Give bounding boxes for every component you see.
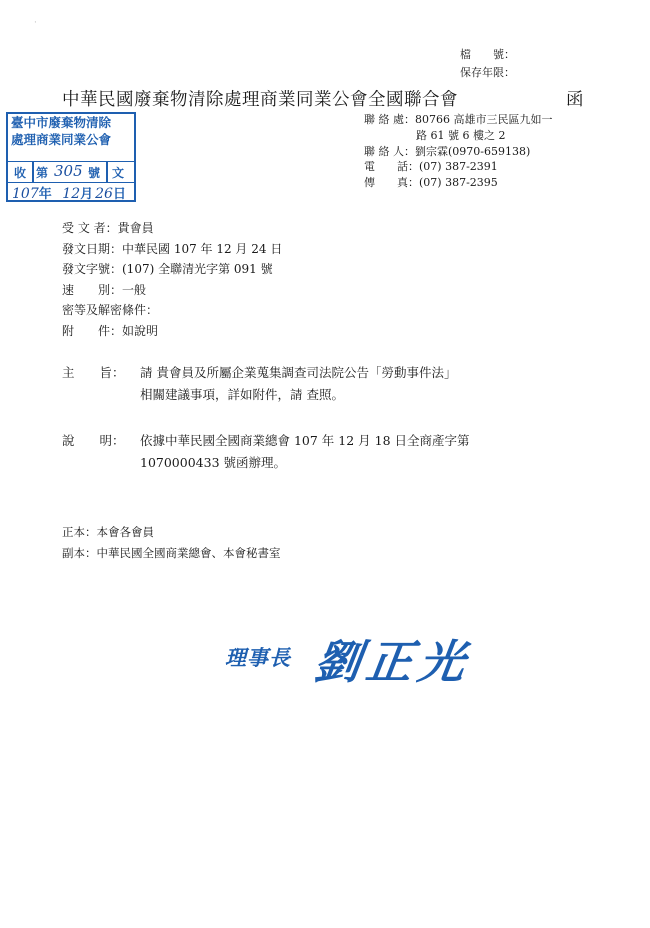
explanation-label: 說 明： <box>62 433 125 448</box>
stamp-divider <box>106 162 108 182</box>
stamp-received-label: 收 <box>14 166 27 180</box>
stamp-month: 12 <box>62 186 81 202</box>
document-title: 中華民國廢棄物清除處理商業同業公會全國聯合會 <box>62 90 458 110</box>
address-row-2: 路 61 號 6 樓之 2 <box>416 128 506 142</box>
stamp-org-line-2: 處理商業同業公會 <box>11 132 112 147</box>
file-number-label: 檔 號： <box>460 48 515 61</box>
explanation-line-2: 1070000433 號函辦理。 <box>140 455 287 470</box>
stamp-divider <box>32 162 34 182</box>
phone-row <box>364 159 553 175</box>
phone-value: (07) 387-2391 <box>419 160 498 174</box>
receipt-stamp <box>6 112 136 202</box>
stamp-no-prefix: 第 <box>36 166 49 180</box>
stamp-category: 文 <box>112 166 125 180</box>
stamp-day: 26 <box>95 186 113 202</box>
explanation-line-1: 依據中華民國全國商業總會 107 年 12 月 18 日全商產字第 <box>140 433 470 448</box>
address-value: 80766 高雄市三民區九如一 <box>415 113 553 126</box>
address-row <box>364 112 553 128</box>
attachment-row: 附 件：如說明 <box>62 323 159 338</box>
document-meta <box>62 218 282 342</box>
fax-label: 傳 真： <box>364 176 419 190</box>
document-type: 函 <box>566 90 584 110</box>
address-label: 聯 絡 處： <box>364 113 415 126</box>
speed-row: 速 別：一般 <box>62 282 147 297</box>
stamp-month-unit: 月 <box>80 187 94 202</box>
security-row: 密等及解密條件： <box>62 303 159 318</box>
fax-value: (07) 387-2395 <box>419 176 498 190</box>
retention-period-label: 保存年限： <box>460 66 515 79</box>
stamp-year: 107 <box>12 186 39 202</box>
phone-label: 電 話： <box>364 160 419 174</box>
stamp-date-row <box>12 183 126 202</box>
contact-person-row <box>364 144 553 160</box>
stamp-org-line-1: 臺中市廢棄物清除 <box>11 115 112 130</box>
stamp-handwritten-number: 305 <box>54 162 83 180</box>
contact-person-value: 劉宗霖(0970-659138) <box>415 144 531 158</box>
signature-name: 劉正光 <box>310 635 475 689</box>
stamp-day-unit: 日 <box>112 187 126 202</box>
stamp-year-unit: 年 <box>38 187 52 202</box>
subject-line-2: 相關建議事項，詳如附件，請 查照。 <box>140 387 344 402</box>
subject-line-1: 請 貴會員及所屬企業蒐集調查司法院公告「勞動事件法」 <box>140 365 457 380</box>
contact-block <box>364 112 553 191</box>
date-row: 發文日期：中華民國 107 年 12 月 24 日 <box>62 241 283 256</box>
scan-mark: · <box>34 18 37 28</box>
subject-label: 主 旨： <box>62 365 125 380</box>
signature-title: 理事長 <box>225 646 291 670</box>
stamp-registration-row <box>8 161 134 183</box>
distribution-list <box>62 522 281 564</box>
original-recipients: 正本：本會各會員 <box>62 525 154 539</box>
stamp-no-suffix: 號 <box>88 166 101 180</box>
recipient-row: 受 文 者：貴會員 <box>62 221 154 235</box>
reference-number-row: 發文字號：(107) 全聯清光字第 091 號 <box>62 262 273 277</box>
contact-person-label: 聯 絡 人： <box>364 144 415 158</box>
copy-recipients: 副本：中華民國全國商業總會、本會秘書室 <box>62 546 281 560</box>
fax-row <box>364 175 553 191</box>
